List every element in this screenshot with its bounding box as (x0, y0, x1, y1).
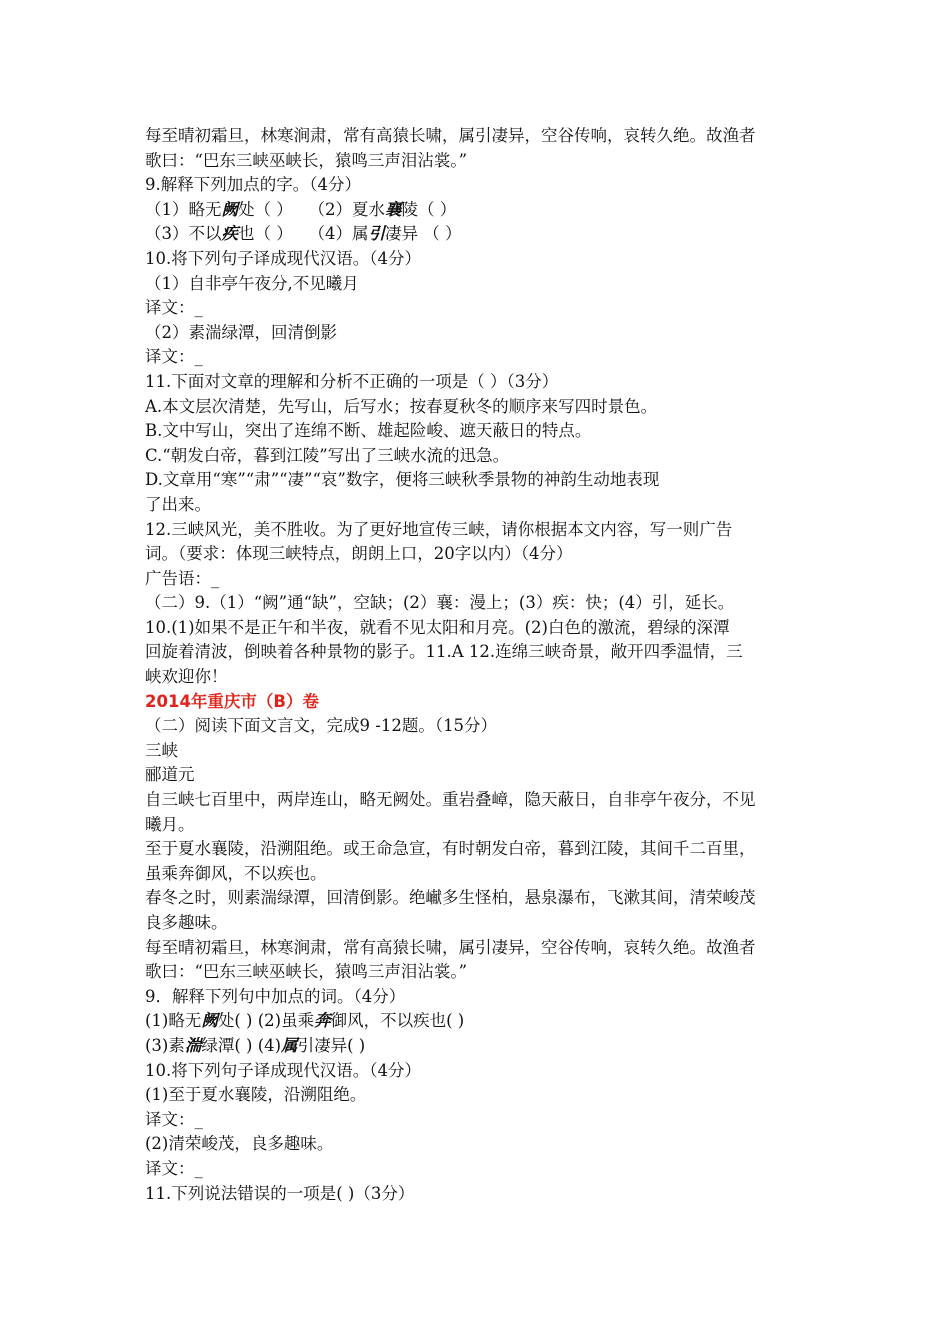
item-text: 引凄异( ) (297, 1035, 366, 1055)
dotted-char: 阙 (201, 1011, 218, 1031)
option-a: A.本文层次清楚，先写山，后写水；按春夏秋冬的顺序来写四时景色。 (145, 396, 658, 416)
question-9-items-row1 (145, 198, 810, 223)
item-text: (2)虽乘 (257, 1011, 315, 1031)
question-9-items-row2 (145, 1034, 810, 1059)
dotted-char: 引 (368, 224, 385, 244)
passage-line: 歌曰：“巴东三峡巫峡长，猿鸣三声泪沾裳。” (145, 962, 468, 982)
passage-line: 曦月。 (145, 814, 195, 834)
sentence-1: （1）自非亭午夜分,不见曦月 (145, 273, 359, 293)
question-9: 9．解释下列句中加点的词。（4分） (145, 986, 406, 1006)
item-text: 处( ) (217, 1011, 258, 1031)
translation-blank: 译文：_ (145, 298, 203, 318)
option-b: B.文中写山，突出了连绵不断、雄起险峻、遮天蔽日的特点。 (145, 421, 592, 441)
passage-author: 郦道元 (145, 765, 195, 785)
translation-blank: 译文：_ (145, 1109, 203, 1129)
item-text: 也（ ） (238, 224, 293, 244)
item-text: （4）属 (308, 224, 369, 244)
dotted-char: 襄 (385, 199, 402, 219)
passage-line: 每至晴初霜旦，林寒涧肃，常有高猿长啸，属引凄异，空谷传响，哀转久绝。故渔者 (145, 937, 756, 957)
sentence-1: (1)至于夏水襄陵，沿溯阻绝。 (145, 1085, 367, 1105)
question-9-items-row2 (145, 222, 810, 247)
item-text: 御风，不以疾也( ) (330, 1011, 465, 1031)
answer-line: 回旋着清波，倒映着各种景物的影子。11.A 12.连绵三峡奇景，敞开四季温情，三 (145, 642, 743, 662)
item-text: 处（ ） (238, 199, 293, 219)
item-text: (3)素 (145, 1035, 185, 1055)
sentence-2: (2)清荣峻茂，良多趣味。 (145, 1134, 334, 1154)
item-text: （2）夏水 (308, 199, 385, 219)
passage-line: 至于夏水襄陵，沿溯阻绝。或王命急宣，有时朝发白帝，暮到江陵，其间千二百里， (145, 839, 756, 859)
passage-line: 自三峡七百里中，两岸连山，略无阙处。重岩叠嶂，隐天蔽日，自非亭午夜分，不见 (145, 790, 756, 810)
dotted-char: 奔 (314, 1011, 331, 1031)
ad-blank: 广告语：_ (145, 568, 220, 588)
passage-line: 虽乘奔御风，不以疾也。 (145, 863, 327, 883)
answer-line: 峡欢迎你！ (145, 667, 228, 687)
section-intro: （二）阅读下面文言文，完成9 -12题。（15分） (145, 716, 498, 736)
question-9: 9.解释下列加点的字。（4分） (145, 175, 361, 195)
answer-line: 10.(1)如果不是正午和半夜，就看不见太阳和月亮。(2)白色的激流，碧绿的深潭 (145, 617, 730, 637)
question-10: 10.将下列句子译成现代汉语。（4分） (145, 248, 421, 268)
item-text: （3）不以 (145, 224, 222, 244)
item-text: 绿潭( ) (201, 1035, 258, 1055)
passage-line: 歌曰：“巴东三峡巫峡长，猿鸣三声泪沾裳。” (145, 150, 468, 170)
answer-line: （二）9.（1）“阙”通“缺”，空缺；(2）襄：漫上；(3）疾：快；(4）引，延长。 (145, 593, 735, 613)
option-d: D.文章用“寒”“肃”“凄”“哀”数字，便将三峡秋季景物的神韵生动地表现 (145, 470, 660, 490)
option-c: C.“朝发白帝，暮到江陵”写出了三峡水流的迅急。 (145, 445, 510, 465)
document-page (145, 124, 810, 1206)
dotted-char: 属 (281, 1035, 298, 1055)
translation-blank: 译文：_ (145, 347, 203, 367)
section-heading: 2014年重庆市（B）卷 (145, 691, 319, 711)
item-text: （1）略无 (145, 199, 222, 219)
item-text: (1)略无 (145, 1011, 202, 1031)
passage-title: 三峡 (145, 740, 178, 760)
translation-blank: 译文：_ (145, 1158, 203, 1178)
item-text: (4) (257, 1035, 282, 1055)
question-12: 12.三峡风光，美不胜收。为了更好地宣传三峡，请你根据本文内容，写一则广告 (145, 519, 733, 539)
question-10: 10.将下列句子译成现代汉语。（4分） (145, 1060, 421, 1080)
passage-line: 良多趣味。 (145, 913, 228, 932)
passage-line: 春冬之时，则素湍绿潭，回清倒影。绝𪩘多生怪柏，悬泉瀑布，飞漱其间，清荣峻茂 (145, 888, 756, 908)
sentence-2: （2）素湍绿潭，回清倒影 (145, 322, 337, 342)
passage-line: 每至晴初霜旦，林寒涧肃，常有高猿长啸，属引凄异，空谷传响，哀转久绝。故渔者 (145, 126, 756, 145)
question-9-items-row1 (145, 1009, 810, 1034)
question-11: 11.下面对文章的理解和分析不正确的一项是（ ）（3分） (145, 371, 559, 391)
dotted-char: 疾 (221, 224, 238, 244)
dotted-char: 湍 (184, 1035, 202, 1055)
dotted-char: 阙 (221, 199, 238, 219)
item-text: 凄异 （ ） (385, 224, 462, 244)
question-12-cont: 词。（要求：体现三峡特点，朗朗上口，20字以内）（4分） (145, 544, 573, 564)
option-d-cont: 了出来。 (145, 494, 211, 514)
item-text: 陵（ ） (401, 199, 457, 219)
question-11: 11.下列说法错误的一项是( )（3分） (145, 1183, 415, 1203)
